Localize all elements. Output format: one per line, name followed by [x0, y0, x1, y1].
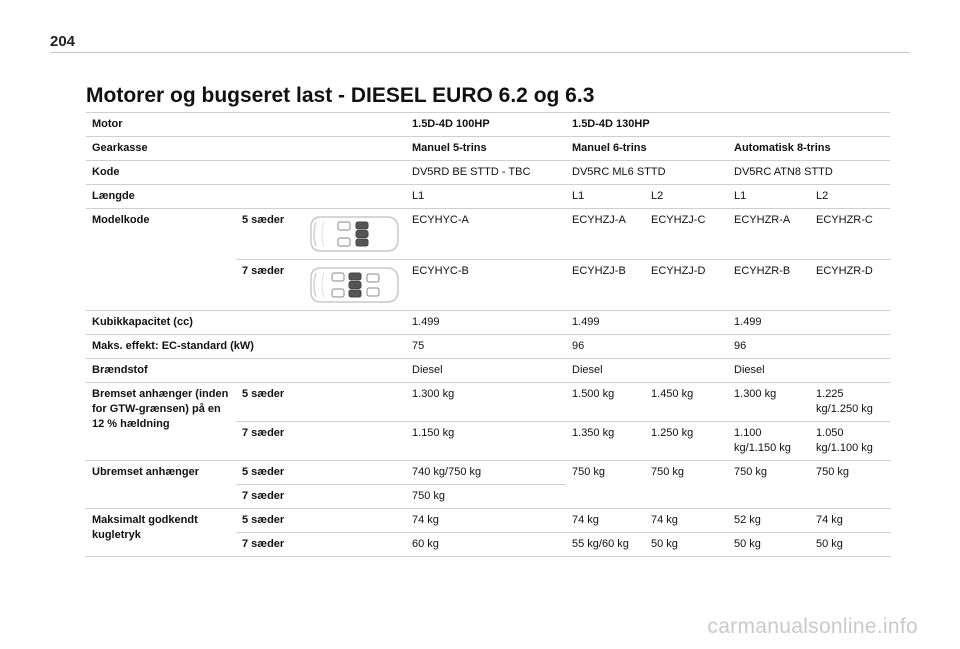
gearkasse-automatisk-8: Automatisk 8-trins: [728, 137, 890, 161]
row-label-motor: Motor: [86, 113, 406, 137]
modelkode-7-cell-5: ECYHZR-D: [810, 260, 890, 311]
bremset-5-cell-3: 1.450 kg: [645, 383, 728, 422]
braendstof-cell-1: Diesel: [406, 359, 566, 383]
gearkasse-manuel-5: Manuel 5-trins: [406, 137, 566, 161]
modelkode-7-cell-3: ECYHZJ-D: [645, 260, 728, 311]
bremset-5-cell-4: 1.300 kg: [728, 383, 810, 422]
ubremset-cell-5: 750 kg: [810, 461, 890, 509]
engine-spec-table: [86, 112, 890, 557]
braendstof-cell-3: Diesel: [728, 359, 890, 383]
row-label-bremset: Bremset anhænger (inden for GTW-grænsen) på en 12 % hældning: [86, 383, 236, 461]
car-7-seats-icon: [307, 264, 403, 306]
row-label-braendstof: Brændstof: [86, 359, 406, 383]
bremset-5-cell-2: 1.500 kg: [566, 383, 645, 422]
effekt-cell-1: 75: [406, 335, 566, 359]
kubik-cell-2: 1.499: [566, 311, 728, 335]
bremset-5-seats: 5 sæder: [236, 383, 406, 422]
laengde-cell-4: L1: [728, 185, 810, 209]
bremset-7-cell-2: 1.350 kg: [566, 422, 645, 461]
modelkode-7-cell-2: ECYHZJ-B: [566, 260, 645, 311]
row-label-effekt: Maks. effekt: EC-standard (kW): [86, 335, 406, 359]
laengde-cell-1: L1: [406, 185, 566, 209]
motor-130hp: 1.5D-4D 130HP: [566, 113, 890, 137]
table-row-braendstof: [86, 359, 890, 383]
kode-cell-3: DV5RC ATN8 STTD: [728, 161, 890, 185]
modelkode-5-cell-3: ECYHZJ-C: [645, 209, 728, 260]
row-label-kubik: Kubikkapacitet (cc): [86, 311, 406, 335]
page-number: 204: [50, 33, 76, 50]
kugletryk-7-cell-2: 55 kg/60 kg: [566, 533, 645, 557]
ubremset-7-seats: 7 sæder: [236, 485, 406, 509]
kugletryk-7-cell-4: 50 kg: [728, 533, 810, 557]
ubremset-7-cell-1: 750 kg: [406, 485, 566, 509]
table-row-motor: [86, 113, 890, 137]
watermark: carmanualsonline.info: [707, 615, 918, 638]
kode-cell-1: DV5RD BE STTD - TBC: [406, 161, 566, 185]
modelkode-5-cell-5: ECYHZR-C: [810, 209, 890, 260]
car-5-seats-cell: [301, 209, 406, 260]
kugletryk-5-cell-4: 52 kg: [728, 509, 810, 533]
table-row-effekt: [86, 335, 890, 359]
row-label-modelkode: Modelkode: [86, 209, 236, 311]
kugletryk-5-cell-5: 74 kg: [810, 509, 890, 533]
kugletryk-5-cell-1: 74 kg: [406, 509, 566, 533]
ubremset-5-cell-1: 740 kg/750 kg: [406, 461, 566, 485]
modelkode-7-seats: 7 sæder: [236, 260, 301, 311]
modelkode-5-cell-4: ECYHZR-A: [728, 209, 810, 260]
ubremset-cell-3: 750 kg: [645, 461, 728, 509]
kugletryk-5-seats: 5 sæder: [236, 509, 406, 533]
kode-cell-2: DV5RC ML6 STTD: [566, 161, 728, 185]
ubremset-5-seats: 5 sæder: [236, 461, 406, 485]
bremset-5-cell-1: 1.300 kg: [406, 383, 566, 422]
ubremset-cell-2: 750 kg: [566, 461, 645, 509]
table-row-bremset-5: [86, 383, 890, 422]
bremset-7-cell-3: 1.250 kg: [645, 422, 728, 461]
laengde-cell-5: L2: [810, 185, 890, 209]
row-label-gearkasse: Gearkasse: [86, 137, 406, 161]
laengde-cell-3: L2: [645, 185, 728, 209]
table-row-modelkode-5: [86, 209, 890, 260]
row-label-ubremset: Ubremset anhænger: [86, 461, 236, 509]
kugletryk-7-cell-3: 50 kg: [645, 533, 728, 557]
braendstof-cell-2: Diesel: [566, 359, 728, 383]
top-divider: [50, 52, 910, 53]
table-row-kugletryk-5: [86, 509, 890, 533]
effekt-cell-2: 96: [566, 335, 728, 359]
motor-100hp: 1.5D-4D 100HP: [406, 113, 566, 137]
row-label-laengde: Længde: [86, 185, 406, 209]
page-title: Motorer og bugseret last - DIESEL EURO 6.2 og 6.3: [86, 84, 595, 107]
bremset-5-cell-5: 1.225 kg/1.250 kg: [810, 383, 890, 422]
kugletryk-7-cell-5: 50 kg: [810, 533, 890, 557]
bremset-7-cell-4: 1.100 kg/1.150 kg: [728, 422, 810, 461]
kubik-cell-1: 1.499: [406, 311, 566, 335]
kubik-cell-3: 1.499: [728, 311, 890, 335]
modelkode-7-cell-4: ECYHZR-B: [728, 260, 810, 311]
table-row-ubremset-5: [86, 461, 890, 485]
bremset-7-seats: 7 sæder: [236, 422, 406, 461]
bremset-7-cell-1: 1.150 kg: [406, 422, 566, 461]
modelkode-5-cell-1: ECYHYC-A: [406, 209, 566, 260]
kugletryk-7-cell-1: 60 kg: [406, 533, 566, 557]
laengde-cell-2: L1: [566, 185, 645, 209]
table-row-gearkasse: [86, 137, 890, 161]
table-row-laengde: [86, 185, 890, 209]
kugletryk-5-cell-2: 74 kg: [566, 509, 645, 533]
modelkode-7-cell-1: ECYHYC-B: [406, 260, 566, 311]
row-label-kugletryk: Maksimalt godkendt kugletryk: [86, 509, 236, 557]
car-7-seats-cell: [301, 260, 406, 311]
kugletryk-5-cell-3: 74 kg: [645, 509, 728, 533]
table-row-kubik: [86, 311, 890, 335]
effekt-cell-3: 96: [728, 335, 890, 359]
gearkasse-manuel-6: Manuel 6-trins: [566, 137, 728, 161]
kugletryk-7-seats: 7 sæder: [236, 533, 406, 557]
car-5-seats-icon: [307, 213, 403, 255]
table-row-kode: [86, 161, 890, 185]
ubremset-cell-4: 750 kg: [728, 461, 810, 509]
row-label-kode: Kode: [86, 161, 406, 185]
modelkode-5-cell-2: ECYHZJ-A: [566, 209, 645, 260]
bremset-7-cell-5: 1.050 kg/1.100 kg: [810, 422, 890, 461]
modelkode-5-seats: 5 sæder: [236, 209, 301, 260]
